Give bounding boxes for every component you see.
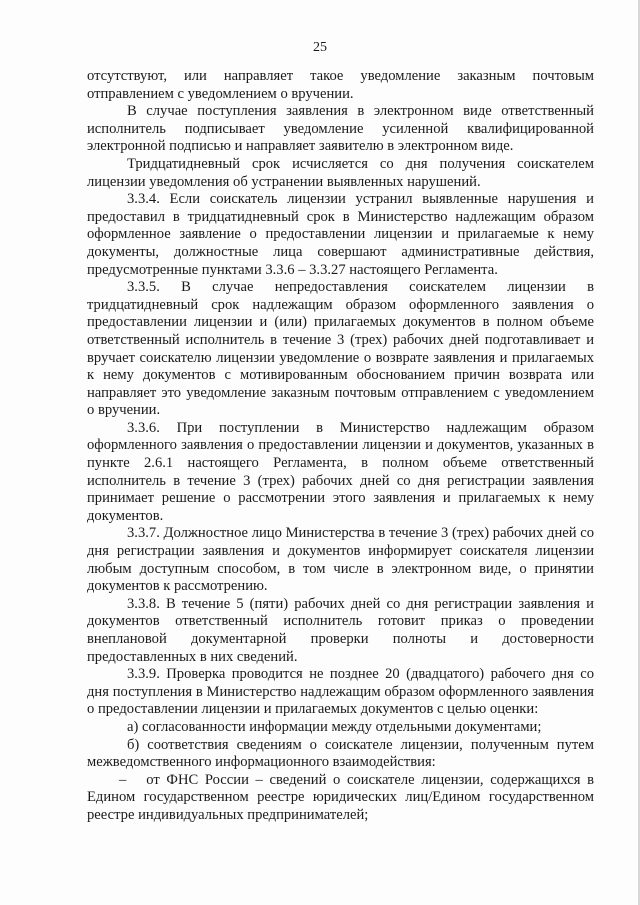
document-body	[87, 68, 594, 825]
dash-item-text: от ФНС России – сведений о соискателе лицензии, содержащихся в Едином государственном реестре юридических лиц/Едином государственном реестре индивидуальных предпринимателей;	[87, 771, 594, 823]
paragraph-3-3-5: 3.3.5. В случае непредоставления соискателем лицензии в тридцатидневный срок надлежащим образом оформленного заявления о предоставлении лицензии и (или) прилагаемых документов в полном объеме ответственный исполнитель в течение 3 (трех) рабочих дней подготавливает и вручает соискателю лицензии уведомление о возврате заявления и прилагаемых к нему документов с мотивированным обоснованием причин возврата или направляет это уведомление заказным почтовым отправлением с уведомлением о вручении.	[87, 279, 594, 419]
list-item-a: а) согласованности информации между отдельными документами;	[127, 718, 542, 735]
dash-marker: –	[119, 771, 127, 788]
paragraph-3-3-8: 3.3.8. В течение 5 (пяти) рабочих дней со дня регистрации заявления и документов ответственный исполнитель готовит приказ о проведении внеплановой документарной проверки полноты и достоверности предоставленных в них сведений.	[87, 595, 594, 665]
paragraph-continuation: отсутствуют, или направляет такое уведомление заказным почтовым отправлением с уведомлением о вручении.	[87, 68, 594, 102]
paragraph-3-3-9: 3.3.9. Проверка проводится не позднее 20 (двадцатого) рабочего дня со дня поступления в Министерство надлежащим образом оформленного заявления о предоставлении лицензии и прилагаемых документов с целью оценки:	[87, 666, 594, 718]
paragraph-3-3-4: 3.3.4. Если соискатель лицензии устранил выявленные нарушения и предоставил в тридцатидневный срок в Министерство надлежащим образом оформленное заявление о предоставлении лицензии и прилагаемые к нему документы, должностные лица совершают административные действия, предусмотренные пунктами 3.3.6 – 3.3.27 настоящего Регламента.	[87, 191, 594, 278]
dash-list-item	[87, 772, 594, 825]
paragraph-electronic-notice: В случае поступления заявления в электронном виде ответственный исполнитель подписывает уведомление усиленной квалифицированной электронной подписью и направляет заявителю в электронном виде.	[87, 103, 594, 155]
paragraph-3-3-7: 3.3.7. Должностное лицо Министерства в течение 3 (трех) рабочих дней со дня регистрации заявления и документов информирует соискателя лицензии любым доступным способом, в том числе в электронном виде, о принятии документов к рассмотрению.	[87, 525, 594, 595]
page-number: 25	[313, 40, 327, 55]
paragraph-thirty-day-term: Тридцатидневный срок исчисляется со дня получения соискателем лицензии уведомления об устранении выявленных нарушений.	[87, 155, 594, 190]
paragraph-3-3-6: 3.3.6. При поступлении в Министерство надлежащим образом оформленного заявления о предоставлении лицензии и документов, указанных в пункте 2.6.1 настоящего Регламента, в полном объеме ответственный исполнитель в течение 3 (трех) рабочих дней со дня регистрации заявления принимает решение о рассмотрении этого заявления и прилагаемых к нему документов.	[87, 419, 594, 524]
list-item-b: б) соответствия сведениям о соискателе лицензии, полученным путем межведомственного информационного взаимодействия:	[87, 736, 594, 771]
